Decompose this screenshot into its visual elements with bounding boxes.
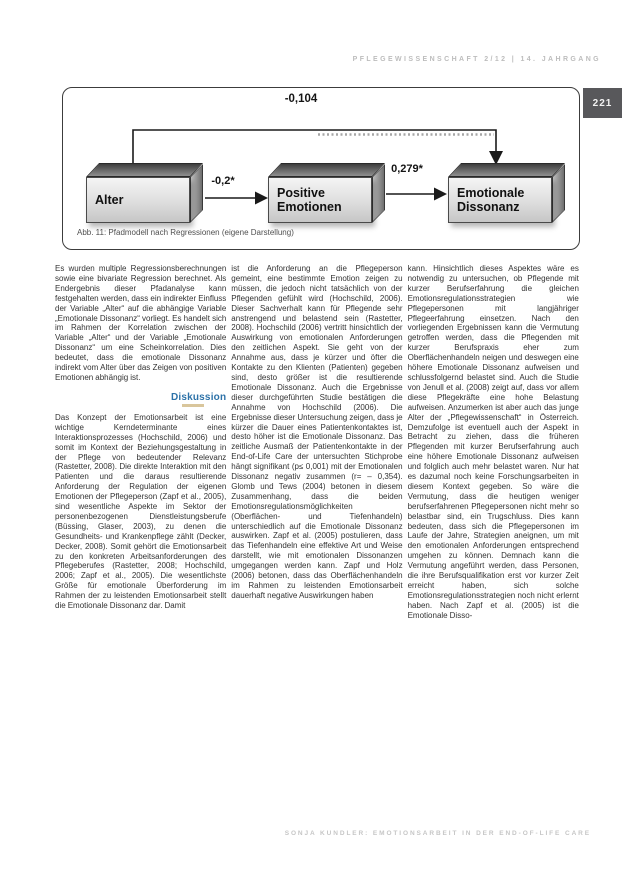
node-top-face <box>448 163 565 177</box>
figure-path-model <box>62 87 580 250</box>
node-top-face <box>268 163 385 177</box>
text-column-3 <box>408 264 579 621</box>
node-label: Emotionale Dissonanz <box>448 177 552 223</box>
article-running-footer: SONJA KUNDLER: EMOTIONSARBEIT IN DER END-OF-LIFE CARE <box>284 830 591 837</box>
node-positive-emotionen <box>268 163 386 224</box>
page-number-badge: 221 <box>583 88 622 118</box>
node-label: Alter <box>86 177 190 223</box>
article-body <box>55 264 579 621</box>
coefficient-alter-emotionen: -0,2* <box>211 175 235 187</box>
node-top-face <box>86 163 203 177</box>
text-column-2 <box>231 264 402 621</box>
heading-accent-underline <box>182 404 204 407</box>
coefficient-emotionen-dissonanz: 0,279* <box>391 163 423 175</box>
figure-caption: Abb. 11: Pfadmodell nach Regressionen (eigene Darstellung) <box>77 228 294 237</box>
coefficient-alter-dissonanz: -0,104 <box>284 93 318 105</box>
body-paragraph: kann. Hinsichtlich dieses Aspektes wäre es notwendig zu untersuchen, ob Pflegende mit kurzer Berufserfahrung die gleichen Emotionsregulationsstrategien wie Pflegepersonen mit langjähriger Pflegeerfahrung einsetzen. Nach den vorliegenden Ergebnissen kann die Vermutung getroffen werden, dass die Pflegenden mit kurzer Berufspraxis eher zum Oberflächenhandeln neigen und deswegen eine höhere Emotionale Dissonanz aufweisen und schlussfolgernd belastet sind. Auch die Studie von Jenull et al. (2008) zeigt auf, dass vor allem diese Pflegekräfte eine hohe Belastung aufweisen. Anzumerken ist aber auch das junge Alter der „Pflegewissenschaft“ in Österreich. Demzufolge ist eventuell auch der Aspekt in Betracht zu ziehen, dass die früheren Pflegenden mit kurzer Berufserfahrung auch eine höhere Emotionale Dissonanz aufweisen und folglich auch mehr belastet waren. Nur hat es dazumal noch keine Forschungsarbeiten in diesem Kontext gegeben. So wäre die Vermutung, dass die heutigen weniger berufserfahrenen Pflegepersonen nicht mehr so belastbar sind, ein Trugschluss. Dies kann bedeuten, dass sich die Pflegepersonen im Laufe der Jahre, Strategien aneignen, um mit den emotionalen Anforderungen entsprechend umgehen zu können. Demnach kann die Vermutung angeführt werden, dass Personen, die ihre Berufsqualifikation erst vor kurzer Zeit erreicht haben, sich solche Emotionsregulationsstrategien noch nicht erlernt haben. Nach Zapf et al. (2005) ist die Emotionale Disso- <box>407 264 579 620</box>
body-paragraph: ist die Anforderung an die Pflegeperson gemeint, eine bestimmte Emotion zeigen zu müssen, die jedoch nicht tatsächlich von der Pflegenden gefühlt wird (Hochschild, 2006). Dieser Sachverhalt kann für Pflegende sehr anstrengend und belastend sein (Rastetter, 2008). Hochschild (2006) vertritt hinsichtlich der Auswirkung von emotionalen Anforderungen den zeitlichen Aspekt. Sie geht von der Annahme aus, dass je kürzer und öfter die Kontakte zu den Klienten (Patienten) gegeben sind, desto größer ist die resultierende Emotionale Dissonanz. Auch die Ergebnisse dieser durchgeführten Studie bestätigen die Annahme von Hochschild (2006). Die Ergebnisse dieser Untersuchung zeigen, dass je kürzer die Dauer eines Patientenkontaktes ist, desto höher ist die Emotionale Dissonanz. Das zeitliche Ausmaß der Patientenkontakte in der End-of-Life Care der untersuchten Stichprobe hängt signifikant (p≤ 0,001) mit der Emotionalen Dissonanz negativ zusammen (r= – 0,354). Glomb und Tews (2004) betonen in diesem Zusammenhang, dass die beiden Emotionsregulationsmöglichkeiten (Oberflächen- und Tiefenhandeln) unterschiedlich auf die Emotionale Dissonanz auswirken. Zapf et al. (2005) postulieren, dass das Tiefenhandeln eine effektive Art und Weise darstellt, wie mit emotionalen Dissonanzen umgegangen werden kann. Zapf und Holz (2006) betonen, dass das Oberflächenhandeln im Rahmen zu leistenden Emotionsarbeit dauerhaft negative Auswirkungen haben <box>231 264 403 600</box>
section-heading-diskussion: Diskussion <box>170 391 227 403</box>
journal-running-header: PFLEGEWISSENSCHAFT 2/12 | 14. JAHRGANG <box>352 56 601 63</box>
node-label: Positive Emotionen <box>268 177 372 223</box>
node-alter <box>86 163 204 224</box>
body-paragraph: Das Konzept der Emotionsarbeit ist eine wichtige Kerndeterminante eines Interaktionsprozesses (Hochschild, 2006) und somit im Kontext der Beziehungsgestaltung in der Pflege von bedeutender Relevanz (Rastetter, 2008). Die direkte Interaktion mit den Patienten und die daraus resultierende Anforderung der Regulation der eigenen Emotionen der Pflegeperson (Zapf et al., 2005), sind wesentliche Aspekte im Sektor der personenbezogenen Dienstleistungsberufe (Büssing, Glaser, 2003), zu denen die Gesundheits- und Krankenpflege zählt (Decker, Decker, 2008). Somit gehört die Emotionsarbeit zu den konkreten Arbeitsanforderungen des Pflegeberufes (Rastetter, 2008; Hochschild, 2006; Zapf et al., 2005). Die wesentlichste Größe für emotionale Überforderung im Rahmen der zu leistenden Emotionsarbeit stellt die Emotionale Dissonanz dar. Damit <box>55 412 227 611</box>
body-paragraph: Es wurden multiple Regressionsberechnungen sowie eine bivariate Regression berechnet. Als Endergebnis dieser Pfadanalyse kann festgehalten werden, dass ein indirekter Einfluss der Variable „Alter“ auf die abhängige Variable „Emotionale Dissonanz“ vorliegt. Es handelt sich im Rahmen der Korrelation zwischen der Variable „Alter“ und der Variable „Emotionale Dissonanz“ um eine Scheinkorrelation. Dies bedeutet, dass die emotionale Dissonanz indirekt vom Alter über das Zeigen von positiven Emotionen abhängig ist. <box>55 264 227 382</box>
text-column-1 <box>55 264 226 621</box>
node-emotionale-dissonanz <box>448 163 566 224</box>
